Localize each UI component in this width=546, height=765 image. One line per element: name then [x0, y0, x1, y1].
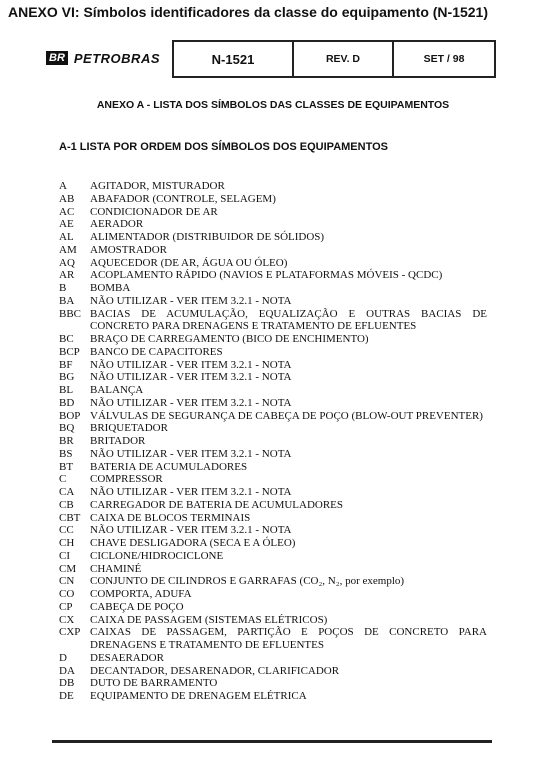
symbol-code: DB [59, 677, 75, 690]
list-item [59, 499, 487, 512]
list-item [59, 537, 487, 550]
symbol-description: BANCO DE CAPACITORES [90, 345, 223, 358]
list-item [59, 563, 487, 576]
symbol-description: BALANÇA [90, 384, 144, 396]
list-item [59, 588, 487, 601]
document-header [46, 40, 496, 78]
symbol-description: COMPORTA, ADUFA [90, 588, 192, 600]
list-item [59, 410, 487, 423]
annex-title: ANEXO VI: Símbolos identificadores da classe do equipamento (N-1521) [8, 4, 488, 20]
symbol-description: BOMBA [90, 282, 131, 294]
symbol-code: CP [59, 600, 73, 613]
list-item [59, 461, 487, 474]
symbol-code: AL [59, 231, 74, 243]
symbol-description: AERADOR [90, 218, 144, 231]
sheet-date: SET / 98 [423, 53, 465, 65]
symbol-description: CAIXA DE PASSAGEM (SISTEMAS ELÉTRICOS) [90, 613, 328, 626]
symbol-code: BT [59, 460, 74, 473]
list-item [59, 295, 487, 308]
symbol-code: AR [59, 269, 75, 282]
symbol-code: C [59, 473, 67, 486]
symbol-code: CC [59, 524, 74, 537]
bottom-rule [52, 740, 492, 743]
list-item [59, 448, 487, 461]
symbol-description: CONDICIONADOR DE AR [90, 205, 218, 218]
symbol-description: ACOPLAMENTO RÁPIDO (NAVIOS E PLATAFORMAS MÓVEIS - QCDC) [90, 269, 443, 282]
list-item [59, 333, 487, 346]
symbol-code: CBT [59, 511, 81, 524]
symbol-description: AQUECEDOR (DE AR, ÁGUA OU ÓLEO) [90, 256, 288, 269]
symbol-code: BG [59, 371, 75, 384]
symbol-code: D [59, 651, 67, 664]
symbol-description: NÃO UTILIZAR - VER ITEM 3.2.1 - NOTA [90, 524, 292, 537]
symbol-description: BRITADOR [90, 435, 146, 447]
company-name: PETROBRAS [73, 50, 161, 66]
symbol-description: CHAVE DESLIGADORA (SECA E A ÓLEO) [90, 537, 296, 549]
symbol-description: COMPRESSOR [90, 473, 163, 486]
symbol-description: CABEÇA DE POÇO [90, 600, 184, 613]
symbol-description: NÃO UTILIZAR - VER ITEM 3.2.1 - NOTA [90, 358, 292, 371]
symbol-description: ALIMENTADOR (DISTRIBUIDOR DE SÓLIDOS) [90, 231, 325, 243]
symbol-description: BATERIA DE ACUMULADORES [90, 460, 248, 473]
symbol-description: VÁLVULAS DE SEGURANÇA DE CABEÇA DE POÇO (BLOW-OUT PREVENTER) [90, 409, 483, 422]
petrobras-logo [46, 48, 172, 68]
symbol-description: BRIQUETADOR [90, 422, 168, 435]
list-item [59, 282, 487, 295]
list-item [59, 206, 487, 219]
symbol-code: CN [59, 575, 75, 588]
symbol-code: BF [59, 358, 73, 371]
symbol-description: EQUIPAMENTO DE DRENAGEM ELÉTRICA [90, 690, 307, 702]
symbol-description: ABAFADOR (CONTROLE, SELAGEM) [90, 192, 276, 205]
list-item [59, 384, 487, 397]
list-item [59, 524, 487, 537]
symbol-description: NÃO UTILIZAR - VER ITEM 3.2.1 - NOTA [90, 447, 292, 460]
list-item [59, 218, 487, 231]
symbol-code: BS [59, 447, 73, 460]
list-item [59, 690, 487, 703]
symbol-description: BRAÇO DE CARREGAMENTO (BICO DE ENCHIMENTO) [90, 333, 369, 345]
annex-subtitle: ANEXO A - LISTA DOS SÍMBOLOS DAS CLASSES DE EQUIPAMENTOS [96, 99, 450, 111]
symbol-code: CA [59, 486, 75, 498]
symbol-description: CAIXAS DE PASSAGEM, PARTIÇÃO E POÇOS DE CONCRETO PARA DRENAGENS E TRATAMENTO DE EFLUENTES [90, 626, 487, 651]
symbol-code: CO [59, 588, 75, 600]
symbol-code: AQ [59, 256, 75, 269]
symbol-code: CXP [59, 626, 81, 639]
list-item [59, 626, 487, 652]
symbol-description: CARREGADOR DE BATERIA DE ACUMULADORES [90, 498, 344, 511]
revision-label: REV. D [294, 42, 394, 76]
list-item [59, 665, 487, 678]
list-item [59, 677, 487, 690]
symbol-code: A [59, 180, 67, 192]
symbol-description: CICLONE/HIDROCICLONE [90, 549, 224, 562]
standard-number: N-1521 [174, 42, 294, 76]
symbol-code: BBC [59, 307, 82, 320]
list-item [59, 359, 487, 372]
symbol-description: DESAERADOR [90, 651, 164, 664]
symbol-description: NÃO UTILIZAR - VER ITEM 3.2.1 - NOTA [90, 396, 292, 409]
list-item [59, 346, 487, 359]
symbol-description: NÃO UTILIZAR - VER ITEM 3.2.1 - NOTA [90, 486, 292, 498]
symbol-code: BD [59, 396, 75, 409]
symbol-list [59, 180, 487, 703]
symbol-code: B [59, 282, 67, 294]
list-item [59, 257, 487, 270]
symbol-code: AM [59, 243, 77, 256]
symbol-code: CM [59, 562, 77, 575]
list-item [59, 652, 487, 665]
symbol-code: BL [59, 384, 74, 396]
list-item [59, 308, 487, 334]
symbol-code: BA [59, 294, 75, 307]
list-item [59, 231, 487, 244]
br-logo-mark: BR [46, 51, 68, 65]
symbol-description: NÃO UTILIZAR - VER ITEM 3.2.1 - NOTA [90, 294, 292, 307]
symbol-description: CAIXA DE BLOCOS TERMINAIS [90, 511, 251, 524]
header-info-box [172, 40, 496, 78]
list-item [59, 371, 487, 384]
symbol-description: DUTO DE BARRAMENTO [90, 677, 218, 690]
list-item [59, 601, 487, 614]
symbol-code: AC [59, 205, 75, 218]
symbol-code: BOP [59, 409, 81, 422]
symbol-description: NÃO UTILIZAR - VER ITEM 3.2.1 - NOTA [90, 371, 292, 384]
symbol-code: CI [59, 549, 70, 562]
symbol-code: AE [59, 218, 74, 231]
symbol-description: BACIAS DE ACUMULAÇÃO, EQUALIZAÇÃO E OUTRAS BACIAS DE CONCRETO PARA DRENAGENS E TRATAMENTO DE EFLUENTES [90, 307, 487, 333]
symbol-code: CX [59, 613, 75, 626]
symbol-code: DA [59, 664, 75, 677]
symbol-code: CB [59, 498, 74, 511]
list-item [59, 512, 487, 525]
list-item [59, 550, 487, 563]
list-item [59, 397, 487, 410]
symbol-code: DE [59, 690, 74, 702]
symbol-description: AGITADOR, MISTURADOR [90, 180, 225, 192]
list-item [59, 473, 487, 486]
list-item [59, 180, 487, 193]
symbol-code: CH [59, 537, 75, 549]
list-item [59, 614, 487, 627]
symbol-description: AMOSTRADOR [90, 243, 168, 256]
list-item [59, 244, 487, 257]
list-item [59, 193, 487, 206]
symbol-description: CONJUNTO DE CILINDROS E GARRAFAS (CO₂, N₂, por exemplo) [90, 575, 405, 588]
symbol-code: BC [59, 333, 74, 345]
list-item [59, 575, 487, 588]
list-item [59, 269, 487, 282]
list-heading: A-1 LISTA POR ORDEM DOS SÍMBOLOS DOS EQUIPAMENTOS [59, 141, 389, 153]
symbol-code: BCP [59, 345, 80, 358]
symbol-code: AB [59, 192, 75, 205]
symbol-code: BQ [59, 422, 75, 435]
list-item [59, 422, 487, 435]
symbol-code: BR [59, 435, 74, 447]
symbol-description: CHAMINÉ [90, 562, 142, 575]
list-item [59, 435, 487, 448]
list-item [59, 486, 487, 499]
symbol-description: DECANTADOR, DESARENADOR, CLARIFICADOR [90, 664, 340, 677]
